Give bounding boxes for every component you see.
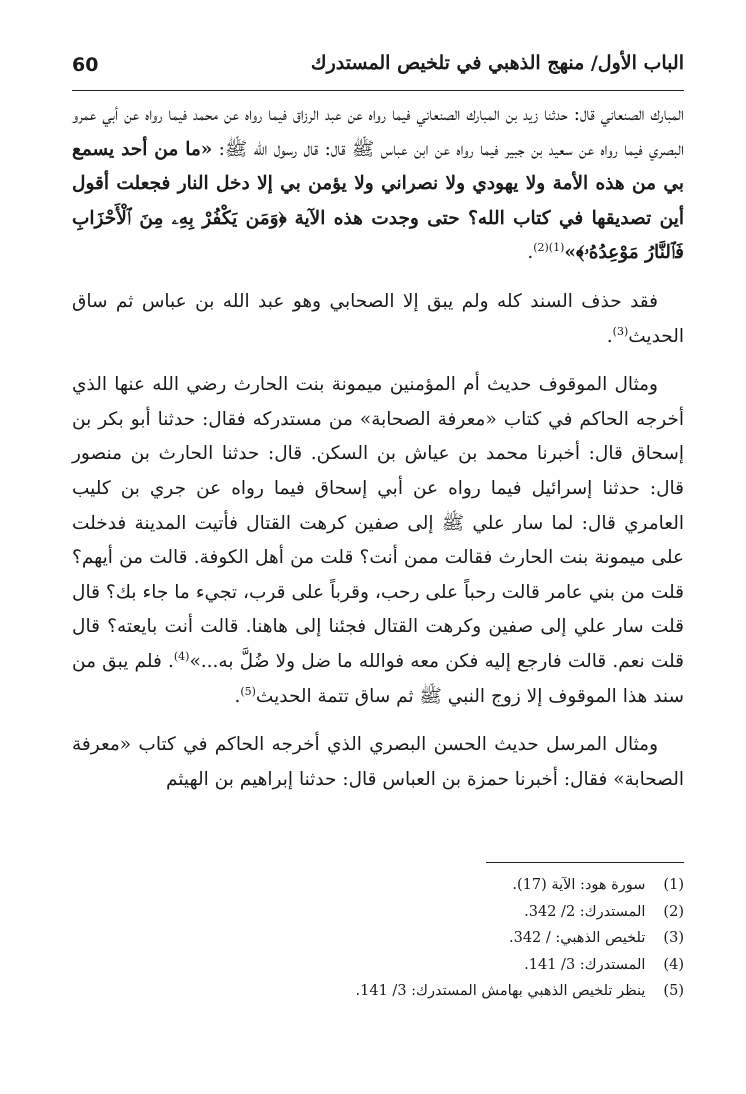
footnote-number: (3) <box>663 930 684 946</box>
paragraph-1-end: . <box>527 242 534 264</box>
footnote-1 <box>72 872 684 899</box>
paragraph-3 <box>72 368 684 714</box>
running-title: الباب الأول/ منهج الذهبي في تلخيص المستدرك <box>310 52 684 74</box>
footnote-ref-4: (4) <box>173 649 190 663</box>
footnote-4 <box>72 952 684 979</box>
paragraph-1-text: المبارك الصنعاني قال: حدثنا زيد بن المبارك الصنعاني فيما رواه عن عبد الرزاق فيما رواه عن محمد فيما رواه عن أبي عمرو البصري فيما رواه عن سعيد بن جبير فيما رواه عن ابن عباس ﷺ قال: قال رسول الله ﷺ: <box>72 104 685 160</box>
footnote-text: سورة هود: الآية (17). <box>512 877 646 893</box>
footnote-number: (1) <box>663 877 684 893</box>
page-header <box>72 48 684 91</box>
paragraph-2 <box>72 285 684 354</box>
paragraph-4 <box>72 728 684 797</box>
hadith-quote: «ما من أحد يسمع بي من هذه الأمة ولا يهودي ولا نصراني ولا يؤمن بي إلا دخل النار فجعلت أقول أين تصديقها في كتاب الله؟ حتى وجدت هذه الآية <box>72 138 684 229</box>
footnote-text: المستدرك: 2/ 342. <box>524 903 646 920</box>
footnote-3 <box>72 925 684 952</box>
footnote-divider <box>486 862 684 863</box>
paragraph-2-end: . <box>606 325 613 347</box>
footnote-number: (4) <box>663 956 684 973</box>
footnote-ref-3: (3) <box>612 324 629 338</box>
footnote-ref-5: (5) <box>240 684 256 698</box>
footnote-text: المستدرك: 3/ 141. <box>524 956 646 973</box>
paragraph-3-rest: . فلم يبق من سند هذا الموقوف إلا زوج النبي ﷺ ثم ساق تتمة الحديث <box>72 650 684 707</box>
page-number: 60 <box>72 54 99 76</box>
footnote-2 <box>72 899 684 926</box>
footnote-ref-1-2: (1)(2) <box>533 241 565 255</box>
footnote-number: (5) <box>663 983 684 999</box>
footnotes <box>72 872 684 1005</box>
footnote-number: (2) <box>663 903 684 920</box>
paragraph-4-text: ومثال المرسل حديث الحسن البصري الذي أخرجه الحاكم في كتاب «معرفة الصحابة» فقال: أخبرنا حمزة بن العباس قال: حدثنا إبراهيم بن الهيثم <box>72 734 684 790</box>
quran-verse: ﴿وَمَن يَكْفُرْ بِهِۦ مِنَ ٱلْأَحْزَابِ فَٱلنَّارُ مَوْعِدُهُۥ﴾» <box>72 207 684 264</box>
paragraph-3-text: ومثال الموقوف حديث أم المؤمنين ميمونة بنت الحارث رضي الله عنها الذي أخرجه الحاكم في كتاب «معرفة الصحابة» من مستدركه فقال: حدثنا أبو بكر بن إسحاق قال: أخبرنا محمد بن عياش بن السكن. قال: حدثنا الحارث بن منصور قال: حدثنا إسرائيل فيما رواه عن أبي إسحاق فيما رواه عن جري بن كليب العامري قال: لما سار علي ﷺ إلى صفين كرهت القتال فأتيت المدينة فدخلت على ميمونة بنت الحارث فقالت ممن أنت؟ قلت من أهل الكوفة. قالت من أيهم؟ قلت من بني عامر قالت رحباً على رحب، وقرباً على قرب، تجيء ما جاء بك؟ قال قلت سار علي إلى صفين وكرهت القتال فجئنا إلى هاهنا. قالت أنت بايعته؟ قال قلت نعم. قالت فارجع إليه فكن معه فوالله ما ضل ولا ضُلَّ به...» <box>72 374 684 672</box>
page-body <box>72 98 684 811</box>
paragraph-2-text: فقد حذف السند كله ولم يبق إلا الصحابي وهو عبد الله بن عباس ثم ساق الحديث <box>72 290 684 347</box>
footnote-5 <box>72 978 684 1005</box>
paragraph-3-end: . <box>234 685 241 707</box>
footnote-text: تلخيص الذهبي: / 342. <box>508 930 646 946</box>
footnote-text: ينظر تلخيص الذهبي بهامش المستدرك: 3/ 141. <box>355 983 646 999</box>
paragraph-1 <box>72 98 684 271</box>
